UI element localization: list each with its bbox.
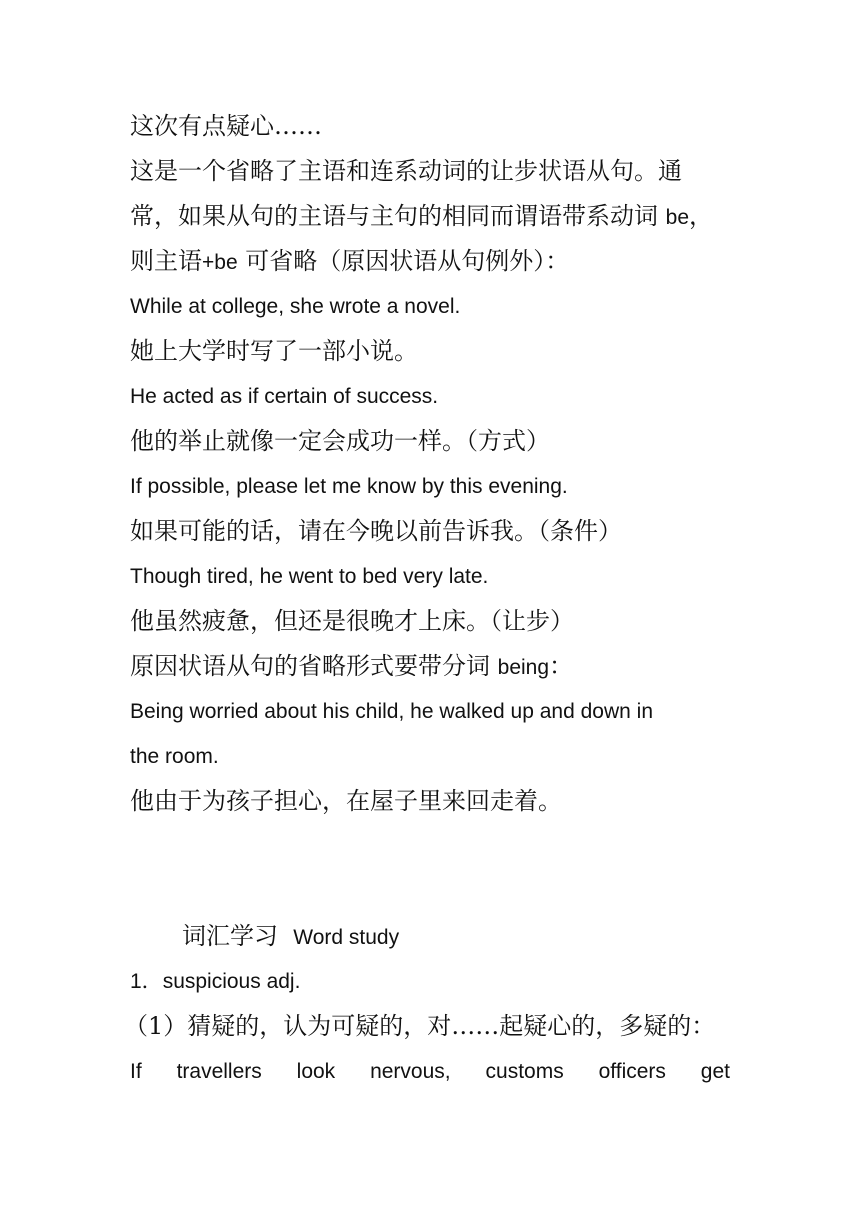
- section-title-en: Word study: [293, 926, 400, 949]
- example-sentence-en: He acted as if certain of success.: [130, 385, 439, 408]
- entry-word: suspicious adj.: [162, 970, 301, 993]
- word: customs: [485, 1060, 564, 1083]
- text-run: 则主语: [130, 247, 202, 275]
- section-title-zh: 词汇学习: [182, 922, 278, 950]
- word: nervous,: [370, 1060, 451, 1083]
- entry-example-line: [130, 1049, 730, 1094]
- example-sentence-en: Though tired, he went to bed very late.: [130, 565, 489, 588]
- entry-number: 1．: [130, 970, 163, 993]
- text-run: 原因状语从句的省略形式要带分词: [130, 652, 498, 680]
- example-translation-zh: 她上大学时写了一部小说。: [130, 337, 418, 365]
- paragraph-line: [130, 644, 730, 689]
- example-translation-zh: 他由于为孩子担心，在屋子里来回走着。: [130, 787, 562, 815]
- blank-space: [130, 824, 730, 914]
- text-run: 可省略（原因状语从句例外）：: [237, 247, 570, 275]
- text-run: ，: [689, 202, 713, 230]
- section-heading: [130, 914, 730, 959]
- word: officers: [598, 1060, 666, 1083]
- vocab-entry-heading: [130, 959, 730, 1004]
- example-sentence-en: Being worried about his child, he walked up and down in: [130, 700, 654, 723]
- text-run: 常，如果从句的主语与主句的相同而谓语带系动词: [130, 202, 666, 230]
- paragraph-line: 这次有点疑心……: [130, 112, 322, 140]
- example-sentence-en: the room.: [130, 745, 219, 768]
- text-run: ：: [549, 652, 574, 680]
- word: get: [700, 1060, 730, 1083]
- word: travellers: [176, 1060, 262, 1083]
- text-run: being: [497, 656, 550, 679]
- example-sentence-en: While at college, she wrote a novel.: [130, 295, 461, 318]
- document-page: [124, 104, 730, 1094]
- paragraph-line: 这是一个省略了主语和连系动词的让步状语从句。通: [130, 157, 682, 185]
- example-sentence-en: If possible, please let me know by this evening.: [130, 475, 568, 498]
- entry-sense: （1）猜疑的，认为可疑的，对……起疑心的，多疑的：: [124, 1012, 716, 1040]
- paragraph-line: [130, 239, 730, 284]
- word: look: [296, 1060, 336, 1083]
- paragraph-line: [130, 194, 730, 239]
- word: If: [130, 1060, 142, 1083]
- example-translation-zh: 如果可能的话，请在今晚以前告诉我。（条件）: [130, 517, 622, 545]
- example-translation-zh: 他虽然疲惫，但还是很晚才上床。（让步）: [130, 607, 574, 635]
- text-run: +be: [202, 251, 238, 274]
- example-translation-zh: 他的举止就像一定会成功一样。（方式）: [130, 427, 550, 455]
- text-run: be: [665, 206, 689, 229]
